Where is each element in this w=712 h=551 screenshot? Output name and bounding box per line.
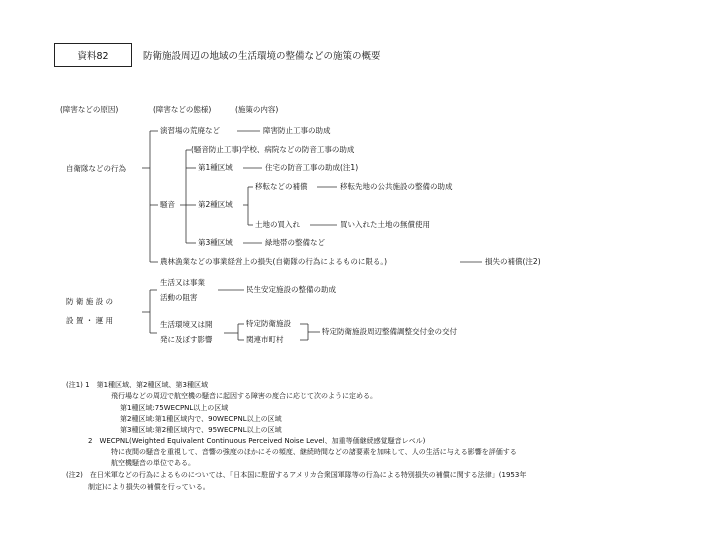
measure-livelihood-facilities: 民生安定施設の整備の助成 [246, 285, 336, 294]
zone-1: 第1種区域 [198, 163, 233, 172]
zone-2: 第2種区域 [198, 200, 233, 209]
specified-defense-facility: 特定防衛施設 [246, 319, 291, 328]
cause-facility-operation-line2: 設 置 ・ 運 用 [66, 316, 114, 325]
note1-heading: (注1) 1 第1種区域、第2種区域、第3種区域 [66, 381, 208, 389]
type-environment-impact-line2: 発に及ぼす影響 [160, 335, 213, 344]
cause-sdf-actions: 自衛隊などの行為 [66, 164, 126, 173]
cause-facility-operation-line1: 防 衛 施 設 の [66, 297, 114, 306]
document-label: 資料82 [77, 51, 109, 62]
measure-relocation-public-facilities: 移転先地の公共施設の整備の助成 [340, 182, 453, 191]
measure-relocation-compensation: 移転などの補償 [255, 182, 308, 191]
measure-adjustment-grant: 特定防衛施設周辺整備調整交付金の交付 [322, 327, 457, 336]
column-header-cause: (障害などの原因) [60, 105, 119, 114]
note2-line2: 制定)により損失の補償を行っている。 [88, 483, 210, 491]
column-header-type: (障害などの態様) [153, 105, 212, 114]
measure-free-use-of-land: 買い入れた土地の無償使用 [340, 220, 430, 229]
note1-2-heading: 2 WECPNL(Weighted Equivalent Continuous Perceived Noise Level、加重等価継続感覚騒音レベル) [88, 437, 426, 445]
note1-zone2: 第2種区域:第1種区域内で、90WECPNL以上の区域 [120, 415, 282, 423]
type-business-loss: 農林漁業などの事業経営上の損失(自衛隊の行為によるものに限る。) [160, 257, 388, 266]
note1-zone3: 第3種区域:第2種区域内で、95WECPNL以上の区域 [120, 426, 282, 434]
measure-disaster-prevention-works: 障害防止工事の助成 [263, 126, 331, 135]
related-municipality: 関連市町村 [246, 335, 284, 344]
measure-school-hospital-soundproofing: (騒音防止工事)学校、病院などの防音工事の助成 [191, 145, 355, 154]
note1-2-body-line2: 航空機騒音の単位である。 [111, 459, 195, 467]
type-environment-impact-line1: 生活環境又は開 [160, 320, 213, 329]
measure-green-belt: 緑地帯の整備など [265, 238, 325, 247]
measure-housing-soundproofing: 住宅の防音工事の助成(注1) [265, 163, 359, 172]
type-activity-obstruction-line1: 生活又は事業 [160, 278, 205, 287]
type-activity-obstruction-line2: 活動の阻害 [160, 293, 198, 302]
note1-zone1: 第1種区域:75WECPNL以上の区域 [120, 404, 229, 412]
measure-loss-compensation: 損失の補償(注2) [485, 257, 541, 266]
type-practice-range-damage: 演習場の荒廃など [160, 126, 220, 135]
type-noise: 騒音 [160, 200, 175, 209]
note2-line1: (注2) 在日米軍などの行為によるものについては、「日本国に駐留するアメリカ合衆国軍隊等の行為による特別損失の補償に関する法律」(1953年 [66, 471, 527, 479]
page-title: 防衛施設周辺の地域の生活環境の整備などの施策の概要 [143, 51, 381, 62]
column-header-measure: (施策の内容) [235, 105, 279, 114]
measure-land-purchase: 土地の買入れ [255, 220, 300, 229]
zone-3: 第3種区域 [198, 238, 233, 247]
note1-body: 飛行場などの周辺で航空機の騒音に起因する障害の度合に応じて次のように定める。 [111, 392, 377, 400]
note1-2-body-line1: 特に夜間の騒音を重視して、音響の強度のほかにその頻度、継続時間などの諸要素を加味して、人の生活に与える影響を評価する [111, 448, 517, 456]
